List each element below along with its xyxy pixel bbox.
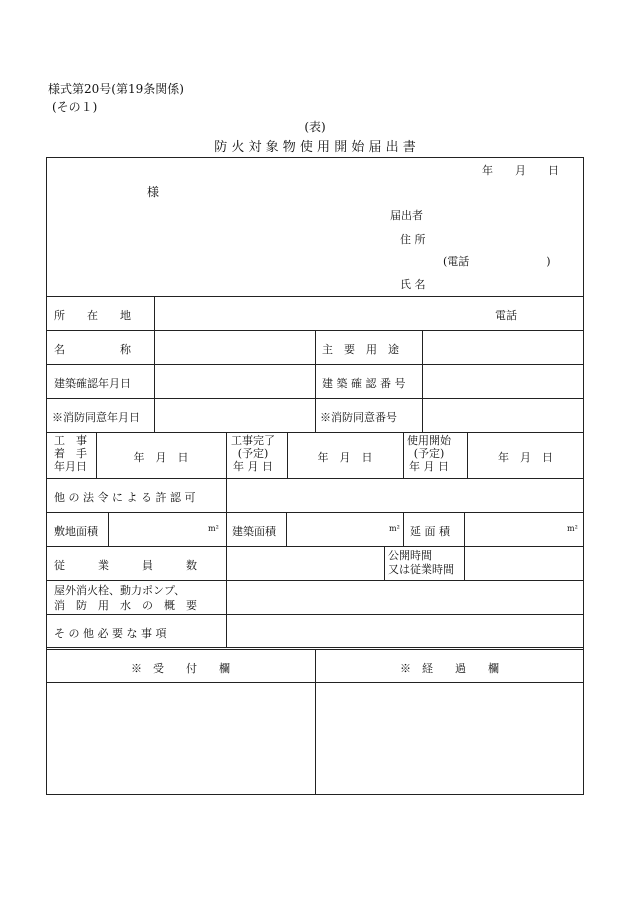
employees-label: 従 業 員 数 xyxy=(54,559,197,572)
site-area-label: 敷地面積 xyxy=(54,525,98,538)
form-title: 防 火 対 象 物 使 用 開 始 届 出 書 xyxy=(214,140,416,155)
site-area-unit: m² xyxy=(208,524,219,533)
progress-column-label: ※ 経 過 欄 xyxy=(400,662,499,675)
construction-start-value: 年 月 日 xyxy=(133,451,189,464)
building-area-unit: m² xyxy=(389,524,400,533)
fire-consent-no-label: ※消防同意番号 xyxy=(320,411,397,424)
reception-column-label: ※ 受 付 欄 xyxy=(131,662,230,675)
floor-area-label: 延 面 積 xyxy=(410,525,450,538)
use-start-value: 年 月 日 xyxy=(498,451,553,464)
name-label: 氏 名 xyxy=(400,278,426,291)
addressee-label: 様 xyxy=(147,185,160,199)
form-side: (表) xyxy=(304,120,326,134)
location-tel-label: 電話 xyxy=(495,309,517,322)
tel-label: (電話 ) xyxy=(443,255,551,268)
building-area-label: 建築面積 xyxy=(232,525,276,538)
construction-end-value: 年 月 日 xyxy=(317,451,373,464)
use-start-label: 使用開始 (予定) 年 月 日 xyxy=(407,434,451,473)
hours-label: 公開時間 又は従業時間 xyxy=(388,549,454,576)
confirm-no-label: 建 築 確 認 番 号 xyxy=(322,377,406,390)
construction-start-label: 工 事 着 手 年月日 xyxy=(54,434,87,473)
other-items-label: そ の 他 必 要 な 事 項 xyxy=(54,627,167,640)
applicant-label: 届出者 xyxy=(390,209,423,222)
confirm-date-label: 建築確認年月日 xyxy=(54,377,131,390)
hydrants-label: 屋外消火栓、動力ポンプ、 消 防 用 水 の 概 要 xyxy=(54,584,197,612)
fire-consent-date-label: ※消防同意年月日 xyxy=(52,411,140,424)
date-field: 年 月 日 xyxy=(482,164,559,177)
address-label: 住 所 xyxy=(400,233,426,246)
floor-area-unit: m² xyxy=(567,524,578,533)
construction-end-label: 工事完了 (予定) 年 月 日 xyxy=(231,434,275,473)
main-use-label: 主 要 用 途 xyxy=(322,343,399,356)
name-label-row: 名 称 xyxy=(54,343,131,356)
other-permits-label: 他 の 法 令 に よ る 許 認 可 xyxy=(54,491,196,504)
form-part: (その１) xyxy=(52,100,98,114)
location-label: 所 在 地 xyxy=(54,309,131,322)
form-number: 様式第20号(第19条関係) xyxy=(48,82,184,96)
